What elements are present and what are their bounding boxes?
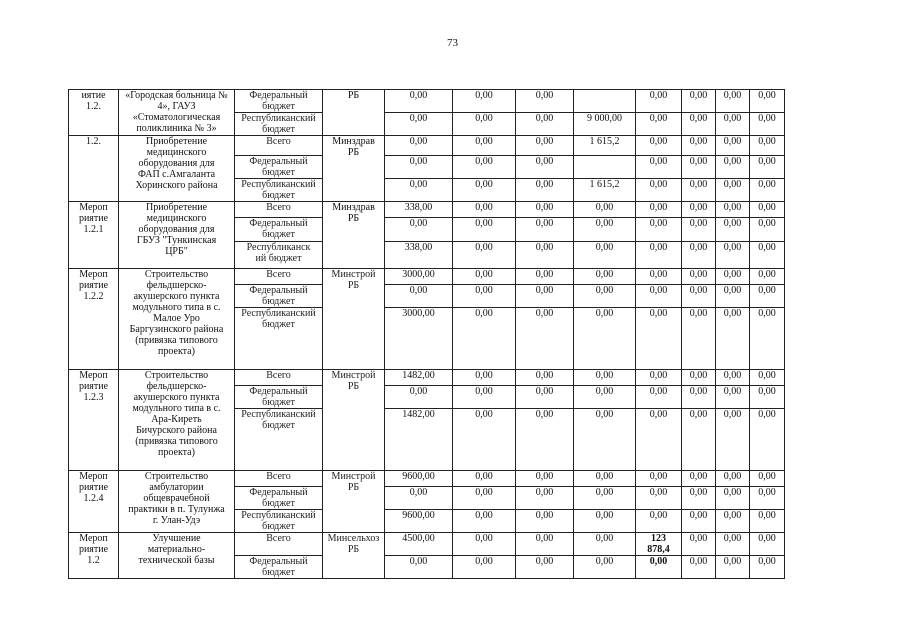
value-cell: 1 615,2 — [574, 136, 636, 156]
value-cell: 0,00 — [636, 471, 682, 487]
value-cell: 0,00 — [636, 113, 682, 136]
value-cell: 0,00 — [385, 90, 453, 113]
value-cell: 0,00 — [516, 179, 574, 202]
value-cell: 0,00 — [453, 386, 516, 409]
value-cell: 0,00 — [716, 113, 750, 136]
value-cell: 0,00 — [750, 409, 785, 471]
value-cell: 0,00 — [750, 218, 785, 242]
administrator-cell: РБ — [323, 90, 385, 136]
table-row — [69, 269, 785, 285]
value-cell: 0,00 — [682, 90, 716, 113]
value-cell: 0,00 — [574, 269, 636, 285]
value-cell: 0,00 — [574, 556, 636, 579]
value-cell: 0,00 — [516, 386, 574, 409]
activity-name-cell: Приобретение медицинского оборудования для ФАП с.Амгаланта Хоринского района — [119, 136, 235, 202]
activity-name-cell: Строительство фельдшерско- акушерского пункта модульного типа в с. Малое Уро Баргузинского района (привязка типового проекта) — [119, 269, 235, 370]
value-cell: 0,00 — [750, 533, 785, 556]
value-cell: 0,00 — [385, 386, 453, 409]
value-cell: 0,00 — [516, 242, 574, 269]
funding-source-cell: Республиканский бюджет — [235, 308, 323, 370]
value-cell: 0,00 — [750, 370, 785, 386]
value-cell: 0,00 — [516, 156, 574, 179]
value-cell: 0,00 — [682, 533, 716, 556]
value-cell: 0,00 — [453, 90, 516, 113]
value-cell: 0,00 — [716, 269, 750, 285]
value-cell: 338,00 — [385, 242, 453, 269]
value-cell: 0,00 — [574, 471, 636, 487]
activity-code-cell: иятие 1.2. — [69, 90, 119, 136]
value-cell: 3000,00 — [385, 269, 453, 285]
value-cell: 0,00 — [574, 308, 636, 370]
value-cell — [574, 90, 636, 113]
value-cell: 0,00 — [682, 487, 716, 510]
value-cell: 0,00 — [385, 487, 453, 510]
funding-source-cell: Всего — [235, 269, 323, 285]
page-number: 73 — [447, 37, 458, 49]
value-cell: 0,00 — [716, 308, 750, 370]
value-cell: 0,00 — [682, 370, 716, 386]
value-cell: 0,00 — [385, 556, 453, 579]
value-cell: 0,00 — [636, 285, 682, 308]
value-cell: 0,00 — [516, 285, 574, 308]
activity-code-cell: Мероп риятие 1.2.1 — [69, 202, 119, 269]
value-cell: 0,00 — [453, 285, 516, 308]
value-cell: 0,00 — [636, 179, 682, 202]
value-cell: 0,00 — [574, 370, 636, 386]
value-cell: 0,00 — [750, 202, 785, 218]
value-cell: 0,00 — [636, 90, 682, 113]
value-cell: 0,00 — [636, 156, 682, 179]
value-cell: 0,00 — [574, 242, 636, 269]
value-cell: 0,00 — [750, 242, 785, 269]
value-cell: 0,00 — [574, 487, 636, 510]
value-cell: 0,00 — [516, 218, 574, 242]
value-cell: 0,00 — [516, 556, 574, 579]
value-cell: 0,00 — [574, 510, 636, 533]
value-cell: 0,00 — [716, 510, 750, 533]
value-cell: 0,00 — [453, 409, 516, 471]
table-row — [69, 533, 785, 556]
value-cell: 0,00 — [516, 487, 574, 510]
value-cell: 0,00 — [453, 370, 516, 386]
value-cell: 0,00 — [385, 218, 453, 242]
value-cell: 0,00 — [453, 136, 516, 156]
funding-source-cell: Федеральный бюджет — [235, 90, 323, 113]
value-cell: 0,00 — [516, 533, 574, 556]
value-cell: 0,00 — [453, 202, 516, 218]
value-cell: 0,00 — [716, 533, 750, 556]
value-cell: 0,00 — [453, 533, 516, 556]
value-cell: 0,00 — [750, 510, 785, 533]
value-cell: 0,00 — [385, 113, 453, 136]
value-cell: 0,00 — [750, 285, 785, 308]
value-cell: 0,00 — [516, 510, 574, 533]
funding-source-cell: Федеральный бюджет — [235, 556, 323, 579]
value-cell: 0,00 — [716, 556, 750, 579]
table-row — [69, 202, 785, 218]
value-cell: 0,00 — [682, 409, 716, 471]
value-cell: 0,00 — [453, 269, 516, 285]
funding-source-cell: Всего — [235, 136, 323, 156]
value-cell: 0,00 — [682, 179, 716, 202]
value-cell: 0,00 — [516, 471, 574, 487]
value-cell: 0,00 — [716, 370, 750, 386]
value-cell: 0,00 — [574, 202, 636, 218]
value-cell: 0,00 — [682, 308, 716, 370]
value-cell: 0,00 — [716, 90, 750, 113]
value-cell: 0,00 — [682, 269, 716, 285]
activity-name-cell: Приобретение медицинского оборудования для ГБУЗ "Тункинская ЦРБ" — [119, 202, 235, 269]
funding-source-cell: Республиканск ий бюджет — [235, 242, 323, 269]
value-cell: 1482,00 — [385, 370, 453, 386]
value-cell: 0,00 — [716, 156, 750, 179]
funding-source-cell: Федеральный бюджет — [235, 386, 323, 409]
value-cell: 0,00 — [453, 471, 516, 487]
activity-code-cell: Мероп риятие 1.2.2 — [69, 269, 119, 370]
value-cell: 123 878,4 — [636, 533, 682, 556]
value-cell: 0,00 — [750, 156, 785, 179]
value-cell: 0,00 — [750, 308, 785, 370]
activity-name-cell: Улучшение материально- технической базы — [119, 533, 235, 579]
funding-source-cell: Федеральный бюджет — [235, 285, 323, 308]
activity-name-cell: Строительство амбулатории общеврачебной практики в п. Тулунжа г. Улан-Удэ — [119, 471, 235, 533]
funding-source-cell: Федеральный бюджет — [235, 487, 323, 510]
value-cell: 0,00 — [750, 90, 785, 113]
value-cell: 0,00 — [636, 218, 682, 242]
value-cell: 0,00 — [750, 136, 785, 156]
value-cell: 0,00 — [453, 113, 516, 136]
value-cell: 0,00 — [574, 285, 636, 308]
value-cell: 0,00 — [516, 113, 574, 136]
activity-code-cell: Мероп риятие 1.2.3 — [69, 370, 119, 471]
value-cell — [574, 156, 636, 179]
value-cell: 0,00 — [385, 136, 453, 156]
value-cell: 0,00 — [453, 308, 516, 370]
funding-source-cell: Республиканский бюджет — [235, 179, 323, 202]
value-cell: 0,00 — [682, 242, 716, 269]
funding-source-cell: Всего — [235, 471, 323, 487]
value-cell: 0,00 — [682, 556, 716, 579]
value-cell: 0,00 — [516, 90, 574, 113]
value-cell: 0,00 — [716, 285, 750, 308]
value-cell: 338,00 — [385, 202, 453, 218]
value-cell: 0,00 — [682, 386, 716, 409]
value-cell: 0,00 — [716, 409, 750, 471]
value-cell: 9600,00 — [385, 471, 453, 487]
value-cell: 0,00 — [636, 510, 682, 533]
administrator-cell: Минздрав РБ — [323, 136, 385, 202]
value-cell: 0,00 — [750, 386, 785, 409]
table-row — [69, 471, 785, 487]
value-cell: 0,00 — [385, 179, 453, 202]
value-cell: 0,00 — [682, 510, 716, 533]
value-cell: 0,00 — [453, 179, 516, 202]
value-cell: 0,00 — [716, 218, 750, 242]
value-cell: 0,00 — [716, 179, 750, 202]
value-cell: 0,00 — [453, 556, 516, 579]
value-cell: 0,00 — [636, 370, 682, 386]
value-cell: 0,00 — [750, 179, 785, 202]
value-cell: 0,00 — [516, 202, 574, 218]
value-cell: 1 615,2 — [574, 179, 636, 202]
value-cell: 0,00 — [716, 242, 750, 269]
value-cell: 0,00 — [516, 370, 574, 386]
value-cell: 0,00 — [682, 113, 716, 136]
value-cell: 0,00 — [750, 269, 785, 285]
value-cell: 0,00 — [453, 487, 516, 510]
activity-code-cell: Мероп риятие 1.2 — [69, 533, 119, 579]
value-cell: 0,00 — [574, 218, 636, 242]
value-cell: 0,00 — [453, 218, 516, 242]
value-cell: 0,00 — [516, 269, 574, 285]
value-cell: 0,00 — [574, 386, 636, 409]
value-cell: 0,00 — [574, 533, 636, 556]
activity-name-cell: Строительство фельдшерско- акушерского пункта модульного типа в с. Ара-Киреть Бичурского района (привязка типового проекта) — [119, 370, 235, 471]
value-cell: 0,00 — [453, 156, 516, 179]
value-cell: 0,00 — [636, 409, 682, 471]
value-cell: 0,00 — [385, 156, 453, 179]
value-cell: 0,00 — [636, 202, 682, 218]
value-cell: 0,00 — [716, 471, 750, 487]
funding-source-cell: Федеральный бюджет — [235, 156, 323, 179]
value-cell: 0,00 — [750, 471, 785, 487]
value-cell: 0,00 — [516, 409, 574, 471]
value-cell: 0,00 — [716, 487, 750, 510]
administrator-cell: Минстрой РБ — [323, 471, 385, 533]
value-cell: 0,00 — [682, 285, 716, 308]
administrator-cell: Минстрой РБ — [323, 269, 385, 370]
value-cell: 9 000,00 — [574, 113, 636, 136]
value-cell: 0,00 — [682, 471, 716, 487]
funding-source-cell: Республиканский бюджет — [235, 409, 323, 471]
value-cell: 0,00 — [682, 202, 716, 218]
funding-source-cell: Всего — [235, 533, 323, 556]
value-cell: 4500,00 — [385, 533, 453, 556]
value-cell: 0,00 — [385, 285, 453, 308]
value-cell: 0,00 — [636, 136, 682, 156]
administrator-cell: Минстрой РБ — [323, 370, 385, 471]
value-cell: 0,00 — [636, 308, 682, 370]
value-cell: 9600,00 — [385, 510, 453, 533]
funding-source-cell: Республиканский бюджет — [235, 113, 323, 136]
value-cell: 0,00 — [453, 242, 516, 269]
value-cell: 0,00 — [636, 269, 682, 285]
funding-source-cell: Всего — [235, 202, 323, 218]
table-row — [69, 90, 785, 113]
value-cell: 0,00 — [636, 487, 682, 510]
value-cell: 0,00 — [750, 556, 785, 579]
funding-source-cell: Федеральный бюджет — [235, 218, 323, 242]
table-row — [69, 370, 785, 386]
value-cell: 0,00 — [716, 202, 750, 218]
activity-name-cell: «Городская больница № 4», ГАУЗ «Стоматологическая поликлиника № 3» — [119, 90, 235, 136]
value-cell: 0,00 — [682, 156, 716, 179]
administrator-cell: Минздрав РБ — [323, 202, 385, 269]
budget-table — [68, 89, 785, 579]
administrator-cell: Минсельхоз РБ — [323, 533, 385, 579]
value-cell: 0,00 — [574, 409, 636, 471]
value-cell: 0,00 — [453, 510, 516, 533]
value-cell: 0,00 — [636, 386, 682, 409]
value-cell: 0,00 — [636, 556, 682, 579]
funding-source-cell: Всего — [235, 370, 323, 386]
value-cell: 0,00 — [716, 136, 750, 156]
value-cell: 0,00 — [716, 386, 750, 409]
activity-code-cell: Мероп риятие 1.2.4 — [69, 471, 119, 533]
activity-code-cell: 1.2. — [69, 136, 119, 202]
value-cell: 0,00 — [750, 113, 785, 136]
value-cell: 0,00 — [750, 487, 785, 510]
value-cell: 0,00 — [682, 136, 716, 156]
value-cell: 1482,00 — [385, 409, 453, 471]
value-cell: 0,00 — [636, 242, 682, 269]
value-cell: 3000,00 — [385, 308, 453, 370]
value-cell: 0,00 — [516, 308, 574, 370]
value-cell: 0,00 — [516, 136, 574, 156]
funding-source-cell: Республиканский бюджет — [235, 510, 323, 533]
table-row — [69, 136, 785, 156]
value-cell: 0,00 — [682, 218, 716, 242]
